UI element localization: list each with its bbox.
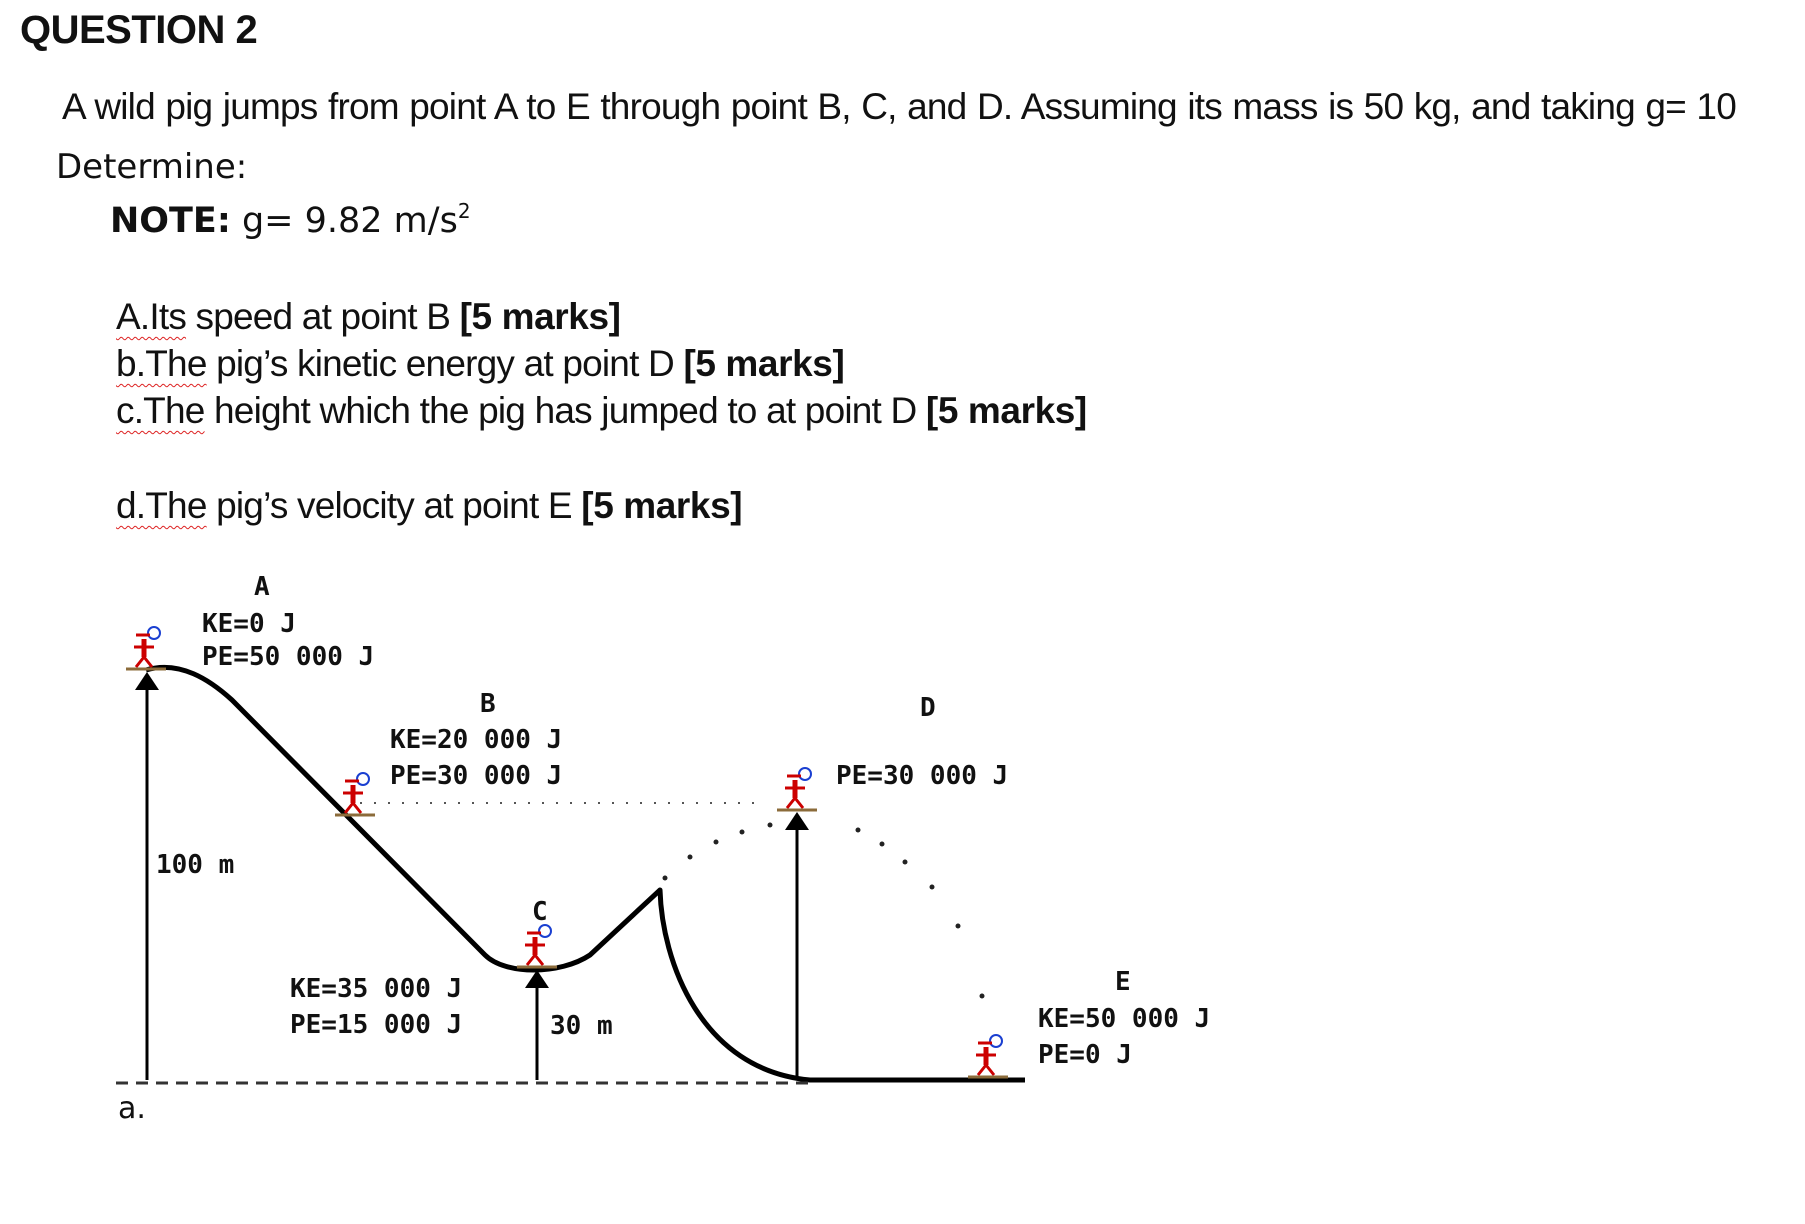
- question-prefix: d.The: [116, 485, 207, 526]
- note-superscript: 2: [457, 199, 471, 223]
- pig-icon-d: [777, 768, 817, 810]
- pig-icon-a: [126, 627, 166, 669]
- question-prefix: c.The: [116, 390, 205, 431]
- question-heading: QUESTION 2: [20, 8, 258, 52]
- note-line: [110, 201, 471, 241]
- note-text: g= 9.82 m/s: [230, 201, 458, 241]
- question-a: [116, 296, 621, 338]
- point-c-label: C: [532, 897, 548, 927]
- question-marks: [5 marks]: [459, 296, 621, 337]
- problem-statement: A wild pig jumps from point A to E through point B, C, and D. Assuming its mass is 50 kg, and taking g= 10: [62, 86, 1736, 127]
- subfigure-label: a.: [118, 1091, 146, 1120]
- energy-diagram: [0, 560, 1805, 1120]
- height-c-label: 30 m: [550, 1011, 613, 1041]
- point-a-ke: KE=0 J: [202, 609, 296, 639]
- point-b-pe: PE=30 000 J: [390, 761, 563, 791]
- question-b: [116, 343, 844, 385]
- question-text: height which the pig has jumped to at point D: [204, 390, 926, 431]
- question-marks: [5 marks]: [581, 485, 743, 526]
- point-b-ke: KE=20 000 J: [390, 725, 563, 755]
- point-b-label: B: [480, 689, 496, 719]
- point-e-label: E: [1115, 967, 1131, 997]
- point-e-ke: KE=50 000 J: [1038, 1004, 1211, 1034]
- pig-icon-c: [517, 925, 557, 967]
- question-prefix: b.The: [116, 343, 207, 384]
- question-marks: [5 marks]: [925, 390, 1087, 431]
- pig-icon-e: [968, 1035, 1008, 1077]
- note-label: NOTE:: [110, 201, 231, 241]
- point-c-ke: KE=35 000 J: [290, 974, 463, 1004]
- question-prefix: A.Its: [116, 296, 187, 337]
- point-d-label: D: [920, 693, 936, 723]
- point-c-pe: PE=15 000 J: [290, 1010, 463, 1040]
- question-marks: [5 marks]: [683, 343, 845, 384]
- question-d: [116, 485, 742, 527]
- question-text: pig’s velocity at point E: [206, 485, 582, 526]
- jump-trajectory: [663, 823, 985, 999]
- determine-label: Determine:: [56, 147, 248, 187]
- point-a-label: A: [254, 572, 270, 602]
- point-e-pe: PE=0 J: [1038, 1040, 1132, 1070]
- height-a-label: 100 m: [156, 850, 235, 880]
- question-c: [116, 390, 1087, 432]
- question-text: pig’s kinetic energy at point D: [206, 343, 684, 384]
- point-a-pe: PE=50 000 J: [202, 642, 375, 672]
- point-d-pe: PE=30 000 J: [836, 761, 1009, 791]
- question-text: speed at point B: [186, 296, 460, 337]
